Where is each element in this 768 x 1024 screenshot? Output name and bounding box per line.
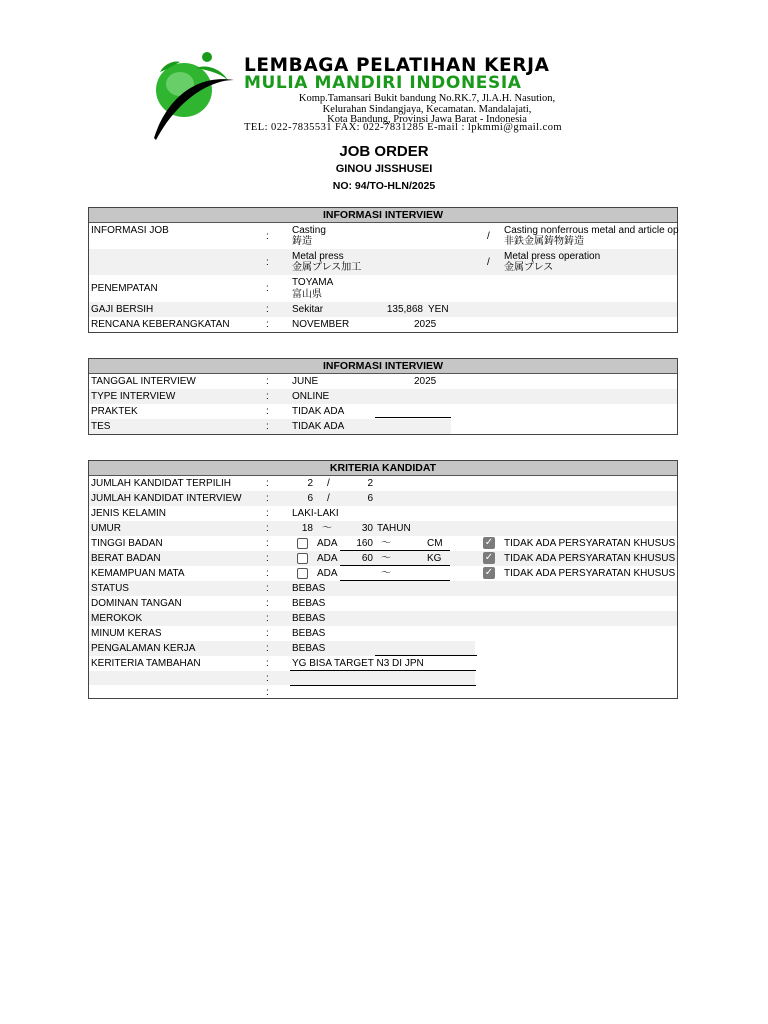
table-row [89,302,677,317]
candidate-criteria-table [88,460,678,699]
no-requirement-label: TIDAK ADA PERSYARATAN KHUSUS [504,568,676,579]
document-number: NO: 94/TO-HLN/2025 [332,180,436,192]
slash: / [327,478,330,489]
gender-value: LAKI-LAKI [292,508,339,519]
separator: : [266,376,269,387]
eye-ada-checkbox[interactable] [297,568,308,579]
drink-value: BEBAS [292,628,326,639]
no-requirement-label: TIDAK ADA PERSYARATAN KHUSUS [504,553,676,564]
field-label: RENCANA KEBERANGKATAN [91,319,230,330]
table-row [89,506,677,521]
separator: : [266,478,269,489]
separator: : [266,553,269,564]
table-row [89,611,677,626]
table-row [89,596,677,611]
separator: : [266,687,269,698]
table-row [89,671,475,685]
org-name-line2: MULIA MANDIRI INDONESIA [244,73,522,93]
height-unit: CM [427,538,443,549]
separator: : [266,319,269,330]
field-label: JENIS KELAMIN [91,508,167,519]
table-row [89,374,677,389]
table-row [89,491,677,506]
weight-unit: KG [427,553,442,564]
field-label: JUMLAH KANDIDAT TERPILIH [91,478,232,489]
job-info-table [88,207,678,333]
job-name-jp: 鋳造 [292,236,312,247]
weight-ada-checkbox[interactable] [297,553,308,564]
field-label: UMUR [91,523,121,534]
field-label: KERITERIA TAMBAHAN [91,658,201,669]
field-label: TANGGAL INTERVIEW [91,376,196,387]
org-name-line1: LEMBAGA PELATIHAN KERJA [244,55,550,76]
age-max: 30 [361,523,373,534]
interview-type: ONLINE [292,391,330,402]
placement: TOYAMA [292,277,334,288]
tilde: 〜 [381,538,391,549]
smoke-value: BEBAS [292,613,326,624]
weight-none-checkbox[interactable]: ✓ [484,552,494,563]
tilde: 〜 [322,523,332,534]
table-row [89,249,677,275]
separator: : [266,598,269,609]
job-detail: Casting nonferrous metal and article op [504,225,679,236]
separator: : [266,304,269,315]
interview-year: 2025 [414,376,437,387]
status-value: BEBAS [292,583,326,594]
table-row [89,685,677,698]
salary-currency: YEN [428,304,449,315]
separator: : [266,643,269,654]
field-label: INFORMASI JOB [91,225,169,236]
field-label: DOMINAN TANGAN [91,598,182,609]
height-value: 160 [356,538,373,549]
field-label: GAJI BERSIH [91,304,154,315]
field-label: PRAKTEK [91,406,138,417]
weight-value: 60 [361,553,373,564]
height-none-checkbox[interactable]: ✓ [484,537,494,548]
field-label: BERAT BADAN [91,553,161,564]
interview-month: JUNE [292,376,319,387]
field-label: TYPE INTERVIEW [91,391,176,402]
table-row [89,566,677,581]
extra-value: YG BISA TARGET N3 DI JPN [292,658,424,669]
table-row [89,656,677,671]
field-label: TES [91,421,111,432]
ada-label: ADA [317,538,338,549]
table-row [89,581,677,596]
separator: : [266,628,269,639]
eye-none-checkbox[interactable]: ✓ [484,567,494,578]
separator: : [266,421,269,432]
address-line: Kelurahan Sindangjaya, Kecamatan. Mandalajati, [322,103,532,115]
separator: : [266,568,269,579]
age-min: 18 [301,523,313,534]
job-detail: Metal press operation [504,251,601,262]
document-title: JOB ORDER [339,143,429,160]
company-logo [150,50,240,142]
separator: : [266,583,269,594]
separator: : [266,257,269,268]
separator: : [266,231,269,242]
no-requirement-label: TIDAK ADA PERSYARATAN KHUSUS [504,538,676,549]
separator: : [266,283,269,294]
tilde: 〜 [381,553,391,564]
slash: / [487,257,490,268]
table-row [89,389,677,404]
field-label: TINGGI BADAN [91,538,163,549]
count-value: 6 [367,493,373,504]
table-row [89,536,677,551]
tilde: 〜 [381,568,391,579]
placement-jp: 富山県 [292,289,322,300]
count-value: 2 [307,478,313,489]
salary-value: 135,868 [386,304,423,315]
slash: / [487,231,490,242]
departure-month: NOVEMBER [292,319,350,330]
job-detail-jp: 非鉄金属鋳物鋳造 [504,236,584,247]
field-label: PENEMPATAN [91,283,158,294]
separator: : [266,406,269,417]
separator: : [266,508,269,519]
table-header: KRITERIA KANDIDAT [89,461,677,476]
separator: : [266,613,269,624]
separator: : [266,523,269,534]
table-row [89,551,677,566]
table-header: INFORMASI INTERVIEW [89,208,677,223]
ada-label: ADA [317,553,338,564]
table-row [89,626,677,641]
experience-value: BEBAS [292,643,326,654]
underline [375,417,451,418]
practice-value: TIDAK ADA [292,406,345,417]
test-value: TIDAK ADA [292,421,345,432]
field-label: STATUS [91,583,129,594]
departure-year: 2025 [414,319,437,330]
table-header: INFORMASI INTERVIEW [89,359,677,374]
separator: : [266,658,269,669]
table-row [89,419,451,434]
separator: : [266,538,269,549]
interview-table [88,358,678,435]
job-name: Casting [292,225,326,236]
contact-line: TEL: 022-7835531 FAX: 022-7831285 E-mail : lpkmmi@gmail.com [244,122,563,133]
table-row [89,404,677,419]
address-line: Komp.Tamansari Bukit bandung No.RK.7, Jl.A.H. Nasution, [298,93,556,104]
count-value: 2 [367,478,373,489]
job-name: Metal press [292,251,344,262]
table-row [89,317,677,332]
field-label: JUMLAH KANDIDAT INTERVIEW [91,493,242,504]
address-line: Kota Bandung, Provinsi Jawa Barat - Indonesia [327,114,527,125]
separator: : [266,673,269,684]
table-row [89,275,677,302]
job-name-jp: 金属プレス加工 [292,262,362,273]
field-label: MINUM KERAS [91,628,162,639]
salary-prefix: Sekitar [292,304,324,315]
height-ada-checkbox[interactable] [297,538,308,549]
slash: / [327,493,330,504]
field-label: MEROKOK [91,613,143,624]
field-label: PENGALAMAN KERJA [91,643,196,654]
field-label: KEMAMPUAN MATA [91,568,185,579]
table-row [89,476,677,491]
table-row [89,223,677,249]
table-row [89,521,677,536]
count-value: 6 [307,493,313,504]
age-unit: TAHUN [377,523,411,534]
document-subtitle: GINOU JISSHUSEI [335,163,433,175]
separator: : [266,493,269,504]
job-detail-jp: 金属プレス [504,262,554,273]
ada-label: ADA [317,568,338,579]
separator: : [266,391,269,402]
hand-value: BEBAS [292,598,326,609]
table-row [89,641,475,656]
